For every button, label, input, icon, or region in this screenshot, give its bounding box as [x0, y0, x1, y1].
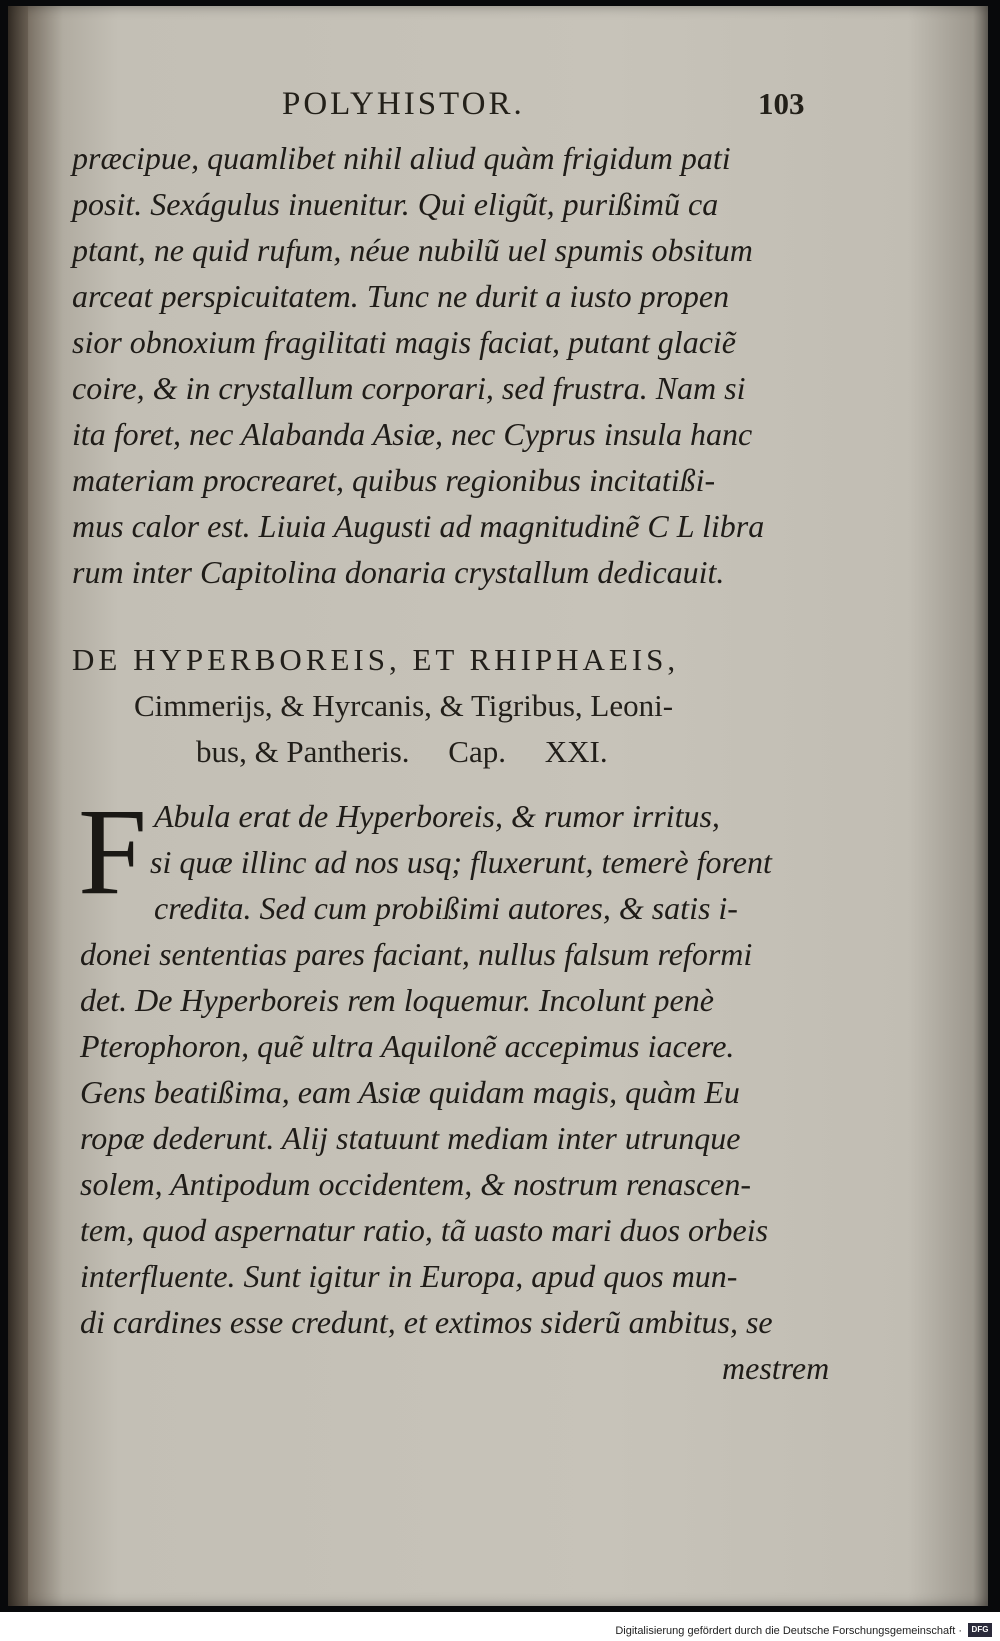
text-line: ptant, ne quid rufum, néue nubilũ uel spumis obsitum	[72, 232, 753, 268]
text-line: rum inter Capitolina donaria crystallum dedicauit.	[72, 554, 725, 590]
text-line: Gens beatißima, eam Asiæ quidam magis, quàm Eu	[80, 1074, 740, 1110]
text-line: Pterophoron, quẽ ultra Aquilonẽ accepimus iacere.	[80, 1028, 735, 1064]
text-line: si quæ illinc ad nos usq; fluxerunt, temerè forent	[150, 844, 772, 880]
text-line: arceat perspicuitatem. Tunc ne durit a iusto propen	[72, 278, 730, 314]
catchword: mestrem	[722, 1350, 830, 1386]
chapter-heading-line: bus, & Pantheris. Cap. XXI.	[196, 734, 608, 769]
text-line: ita foret, nec Alabanda Asiæ, nec Cyprus insula hanc	[72, 416, 753, 452]
page-number: 103	[758, 86, 805, 121]
text-line: det. De Hyperboreis rem loquemur. Incolunt penè	[80, 982, 714, 1018]
text-line: credita. Sed cum probißimi autores, & satis i-	[154, 890, 738, 926]
drop-cap-initial: F	[78, 783, 147, 920]
footer-credit-text: Digitalisierung gefördert durch die Deutsche Forschungsgemeinschaft ·	[615, 1625, 962, 1637]
chapter-heading-line: Cimmerijs, & Hyrcanis, & Tigribus, Leoni-	[134, 688, 674, 723]
text-line: solem, Antipodum occidentem, & nostrum renascen-	[80, 1166, 751, 1202]
dfg-logo: DFG	[968, 1623, 992, 1637]
running-head: POLYHISTOR.	[282, 86, 525, 122]
text-line: mus calor est. Liuia Augusti ad magnitudinẽ C L libra	[72, 508, 765, 544]
text-line: interfluente. Sunt igitur in Europa, apud quos mun-	[80, 1258, 738, 1294]
text-line: Abula erat de Hyperboreis, & rumor irritus,	[154, 798, 720, 834]
text-line: sior obnoxium fragilitati magis faciat, putant glaciẽ	[72, 324, 736, 360]
page-gutter-shadow	[8, 6, 28, 1606]
text-line: coire, & in crystallum corporari, sed frustra. Nam si	[72, 370, 746, 406]
text-line: materiam procrearet, quibus regionibus incitatißi-	[72, 462, 716, 498]
text-line: ropæ dederunt. Alij statuunt mediam inter utrunque	[80, 1120, 741, 1156]
text-line: donei sententias pares faciant, nullus falsum reformi	[80, 936, 753, 972]
text-line: posit. Sexágulus inuenitur. Qui eligũt, purißimũ ca	[72, 186, 719, 222]
chapter-heading-line: DE HYPERBOREIS, ET RHIPHAEIS,	[72, 642, 680, 677]
text-line: tem, quod aspernatur ratio, tã uasto mari duos orbeis	[80, 1212, 769, 1248]
text-line: di cardines esse credunt, et extimos siderũ ambitus, se	[80, 1304, 773, 1340]
text-line: præcipue, quamlibet nihil aliud quàm frigidum pati	[72, 140, 731, 176]
